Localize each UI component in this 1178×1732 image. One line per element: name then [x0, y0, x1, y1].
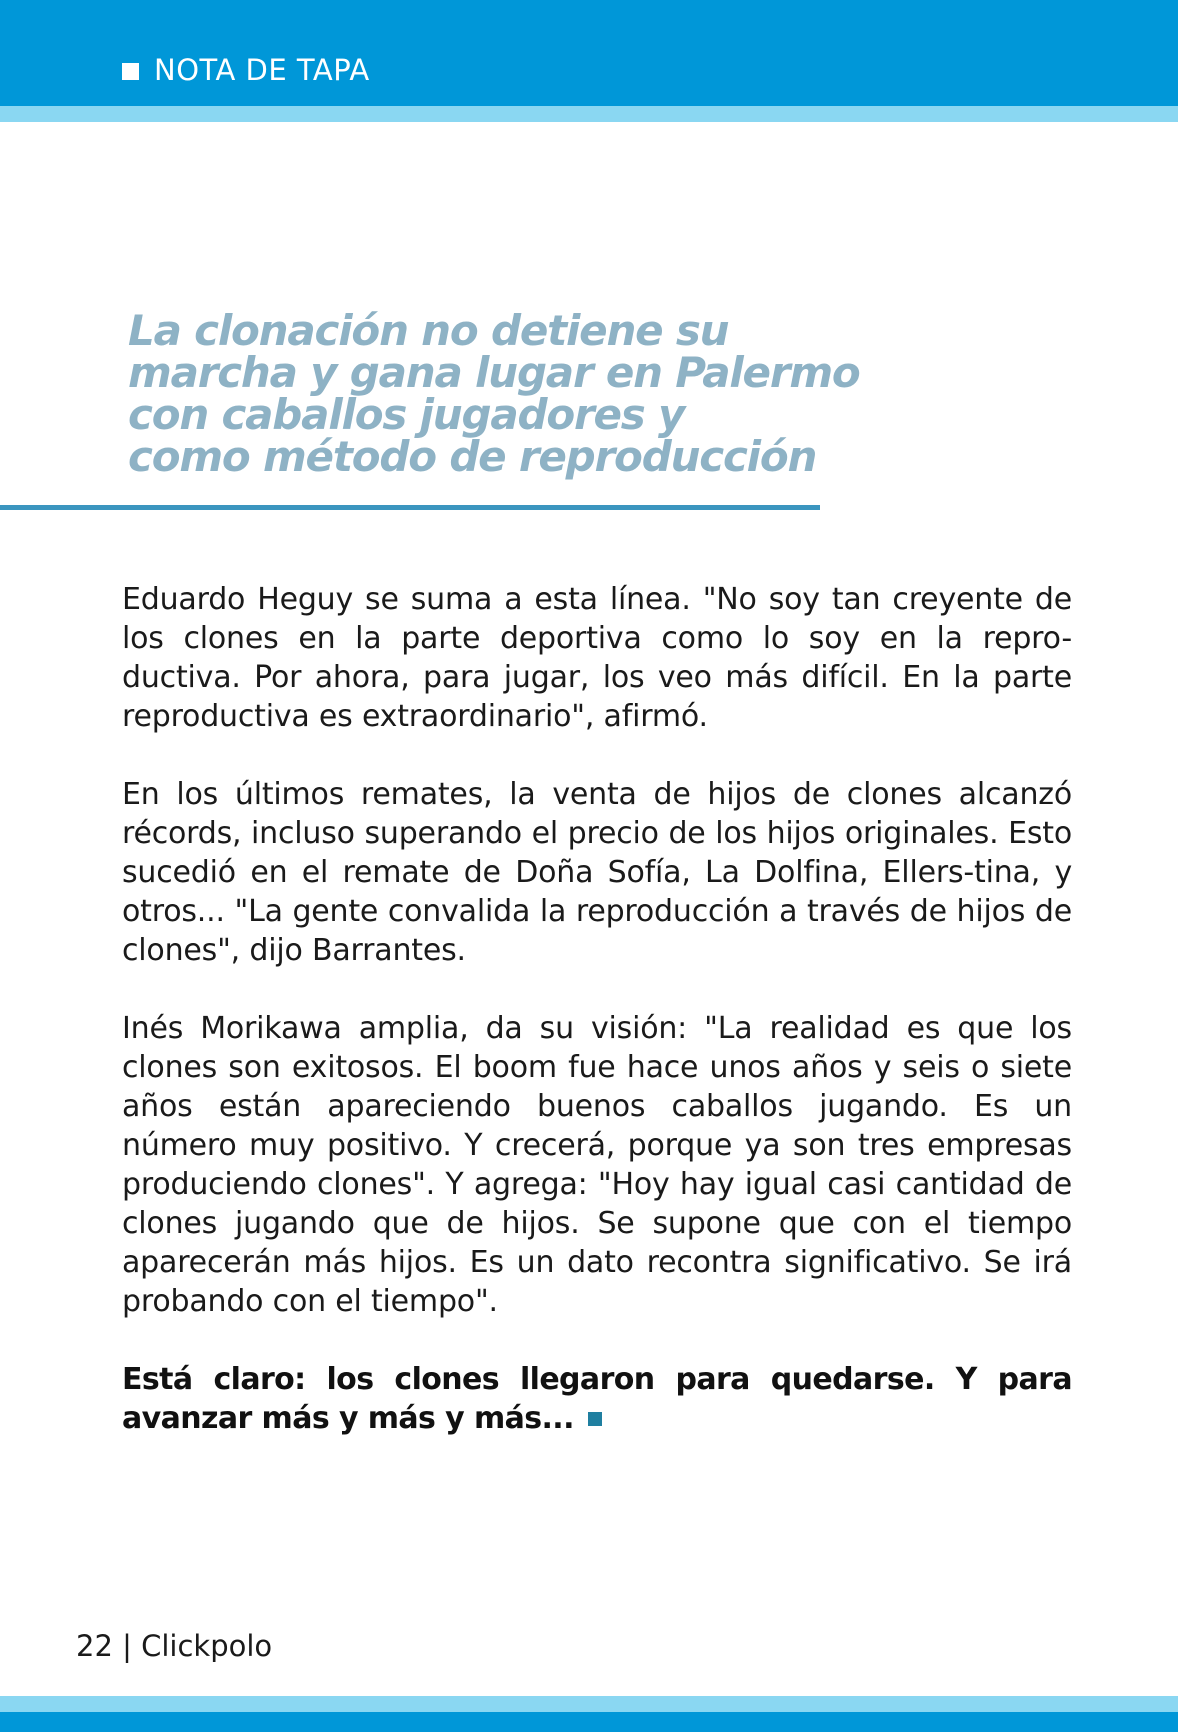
publication-name: Clickpolo [141, 1629, 273, 1663]
closing-text: Está claro: los clones llegaron para quedarse. Y para avanzar más y más y más... [122, 1362, 1072, 1436]
page-number: 22 [76, 1629, 113, 1663]
section-label: NOTA DE TAPA [154, 53, 370, 87]
headline-line: como método de reproducción [128, 432, 817, 481]
body-paragraph: En los últimos remates, la venta de hijos de clones alcanzó récords, incluso superando el precio de los hijos originales. Esto sucedió en el remate de Doña Sofía, La Dolfina, Ellers-tina, y otros... "La gente convalida la reproducción a través de hijos de clones", dijo Barrantes. [122, 777, 1072, 968]
footer-bar [0, 1712, 1178, 1732]
headline-line: con caballos jugadores y [128, 390, 685, 439]
body-paragraph: Inés Morikawa amplia, da su visión: "La realidad es que los clones son exitosos. El boom fue hace unos años y seis o siete años están apareciendo buenos caballos jugando. Es un número muy positivo. Y crecerá, porque ya son tres empresas produciendo clones". Y agrega: "Hoy hay igual casi cantidad de clones jugando que de hijos. Se supone que con el tiempo aparecerán más hijos. Es un dato recontra significativo. Se irá probando con el tiempo". [122, 1011, 1072, 1319]
footer-stripe [0, 1696, 1178, 1712]
page-footer [76, 1628, 272, 1664]
closing-paragraph [122, 1360, 1072, 1438]
headline-line: marcha y gana lugar en Palermo [128, 348, 860, 397]
article-headline [128, 306, 860, 481]
section-square-icon [122, 63, 139, 80]
footer-separator: | [122, 1629, 132, 1663]
body-paragraph: Eduardo Heguy se suma a esta línea. "No soy tan creyente de los clones en la parte deportiva como lo soy en la repro-ductiva. Por ahora, para jugar, los veo más difícil. En la parte reproductiva es extraordinario", afirmó. [122, 582, 1072, 734]
headline-line: La clonación no detiene su [128, 306, 729, 355]
headline-divider [0, 505, 820, 510]
article-body [122, 580, 1072, 1477]
end-mark-icon [588, 1412, 602, 1426]
header-stripe [0, 106, 1178, 122]
